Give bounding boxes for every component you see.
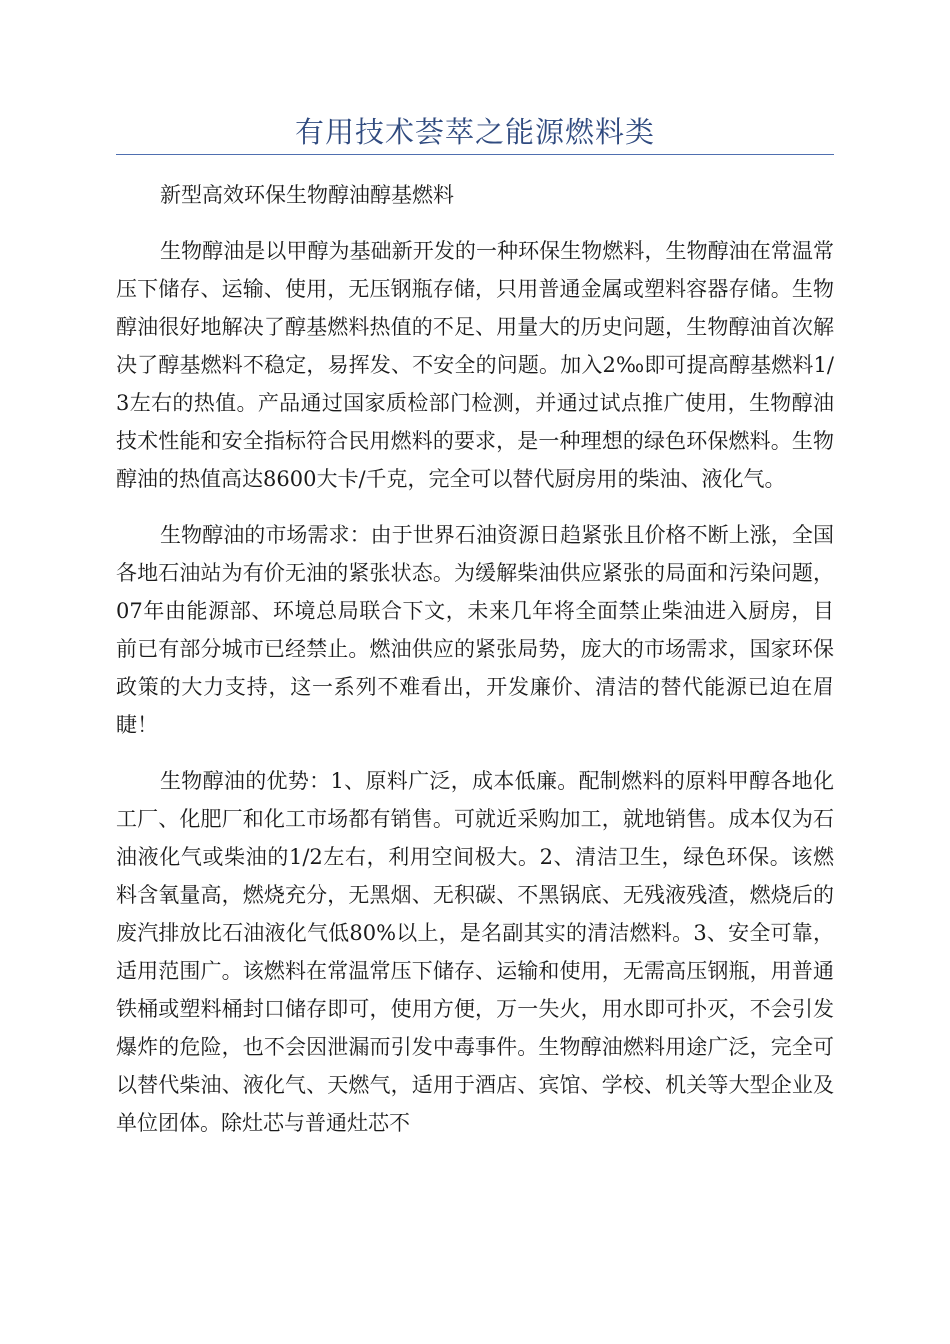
document-title: 有用技术荟萃之能源燃料类	[294, 115, 655, 149]
paragraph-advantages: 生物醇油的优势：1、原料广泛，成本低廉。配制燃料的原料甲醇各地化工厂、化肥厂和化工市场都有销售。可就近采购加工，就地销售。成本仅为石油液化气或柴油的1/2左右，利用空间极大。2、清洁卫生，绿色环保。该燃料含氧量高，燃烧充分，无黑烟、无积碳、不黑锅底、无残液残渣，燃烧后的废汽排放比石油液化气低80%以上，是名副其实的清洁燃料。3、安全可靠，适用范围广。该燃料在常温常压下储存、运输和使用，无需高压钢瓶，用普通铁桶或塑料桶封口储存即可，使用方便，万一失火，用水即可扑灭，不会引发爆炸的危险，也不会因泄漏而引发中毒事件。生物醇油燃料用途广泛，完全可以替代柴油、液化气、天燃气，适用于酒店、宾馆、学校、机关等大型企业及单位团体。除灶芯与普通灶芯不	[116, 769, 834, 1135]
paragraph-market-demand: 生物醇油的市场需求：由于世界石油资源日趋紧张且价格不断上涨，全国各地石油站为有价无油的紧张状态。为缓解柴油供应紧张的局面和污染问题，07年由能源部、环境总局联合下文，未来几年将全面禁止柴油进入厨房，目前已有部分城市已经禁止。燃油供应的紧张局势，庞大的市场需求，国家环保政策的大力支持，这一系列不难看出，开发廉价、清洁的替代能源已迫在眉睫！	[116, 523, 834, 737]
title-underline	[116, 154, 834, 155]
document-body	[116, 176, 834, 1160]
paragraph-intro: 生物醇油是以甲醇为基础新开发的一种环保生物燃料，生物醇油在常温常压下储存、运输、使用，无压钢瓶存储，只用普通金属或塑料容器存储。生物醇油很好地解决了醇基燃料热值的不足、用量大的历史问题，生物醇油首次解决了醇基燃料不稳定，易挥发、不安全的问题。加入2‰即可提高醇基燃料1/3左右的热值。产品通过国家质检部门检测，并通过试点推广使用，生物醇油技术性能和安全指标符合民用燃料的要求，是一种理想的绿色环保燃料。生物醇油的热值高达8600大卡/千克，完全可以替代厨房用的柴油、液化气。	[116, 239, 834, 491]
section-heading: 新型高效环保生物醇油醇基燃料	[160, 183, 454, 207]
